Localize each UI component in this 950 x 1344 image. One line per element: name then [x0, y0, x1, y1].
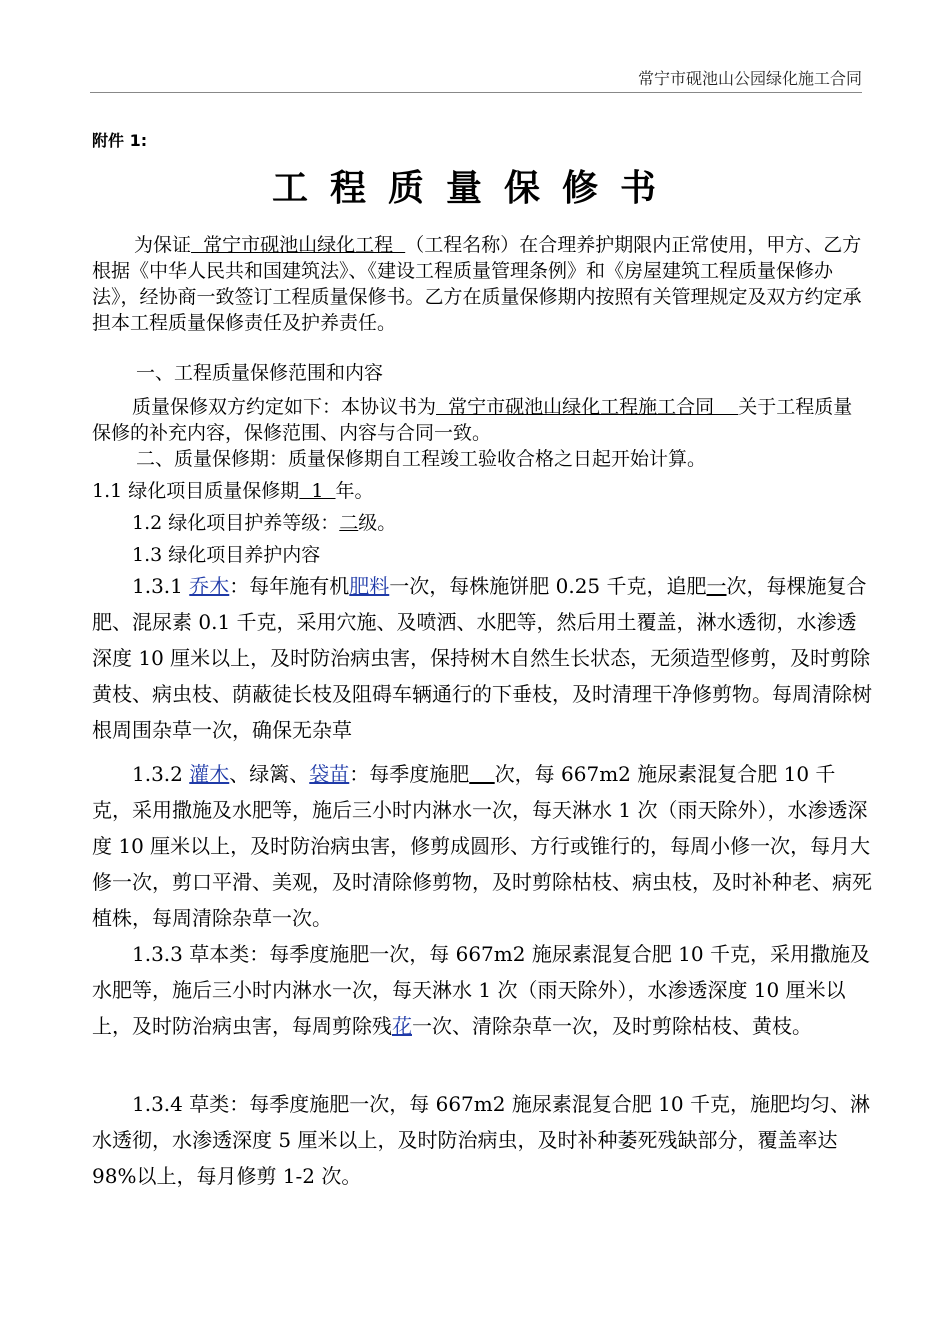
- section1-paragraph: [92, 394, 862, 446]
- section1-heading: 一、工程质量保修范围和内容: [136, 362, 384, 384]
- term-link-qiaomu[interactable]: 乔木: [189, 574, 230, 598]
- term-link-guanmu[interactable]: 灌木: [189, 762, 230, 786]
- item-1-3-1-num: 1.3.1: [132, 574, 190, 598]
- item-1-3-3-text-a: 1.3.3 草本类：每季度施肥一次，每 667m2 施尿素混复合肥 10 千克，采用撒施及水肥等，施后三小时内淋水一次，每天淋水 1 次（雨天除外），水渗透深度 10 厘米以上，及时防治病虫害，每周剪除残: [92, 942, 870, 1038]
- item-1-3-2-num: 1.3.2: [132, 762, 190, 786]
- item-1-1-post: 年。: [335, 480, 374, 502]
- item-1-3-3: [92, 936, 872, 1044]
- section2-text: 二、质量保修期：质量保修期自工程竣工验收合格之日起开始计算。: [136, 448, 707, 470]
- item-1-2-post: 级。: [358, 512, 397, 534]
- project-name-field: 常宁市砚池山绿化工程: [191, 234, 406, 256]
- item-1-3-1-text-b: 一次，每株施饼肥 0.25 千克，追肥: [389, 574, 707, 598]
- item-1-3-3-text-b: 一次、清除杂草一次，及时剪除枯枝、黄枝。: [412, 1014, 812, 1038]
- item-1-3-2: [92, 756, 872, 936]
- item-1-1: [92, 478, 862, 504]
- section1-pre: 质量保修双方约定如下：本协议书为: [132, 396, 437, 418]
- header-divider: [90, 92, 862, 93]
- item-1-2-pre: 1.2 绿化项目护养等级：: [132, 512, 340, 534]
- item-1-3-1-text-d: 次，每棵施复合肥、混尿素 0.1 千克，采用穴施、及喷洒、水肥等，然后用土覆盖，淋水透彻，水渗透深度 10 厘米以上，及时防治病虫害，保持树木自然生长状态，无须造型修剪，及时剪除黄枝、病虫枝、荫蔽徒长枝及阻碍车辆通行的下垂枝，及时清理干净修剪物。每周清除树根周围杂草一次，确保无杂草: [92, 574, 872, 742]
- warranty-years-field: 1: [299, 480, 336, 502]
- item-1-1-pre: 1.1 绿化项目质量保修期: [92, 480, 300, 502]
- intro-pre: 为保证: [134, 234, 192, 256]
- attachment-label: 附件 1:: [92, 131, 148, 150]
- item-1-3-2-text-b: ：每季度施肥: [349, 762, 470, 786]
- term-link-feiliao[interactable]: 肥料: [349, 574, 390, 598]
- intro-paragraph: [92, 232, 862, 336]
- term-link-hua[interactable]: 花: [392, 1014, 412, 1038]
- item-1-2: [132, 510, 902, 536]
- item-1-3-2-text-a: 、绿篱、: [229, 762, 310, 786]
- section1-post: 关于工程质量保修的补充内容，保修范围、内容与合同一致。: [92, 396, 853, 444]
- item-1-3-2-text-c: 次，每 667m2 施尿素混复合肥 10 千克，采用撒施及水肥等，施后三小时内淋水一次，每天淋水 1 次（雨天除外），水渗透深度 10 厘米以上，及时防治病虫害，修剪成圆形、方行或锥行的，每周小修一次，每月大修一次，剪口平滑、美观，及时清除修剪物，及时剪除枯枝、病虫枝，及时补种老、病死植株，每周清除杂草一次。: [92, 762, 872, 930]
- item-1-3-1-text-a: ：每年施有机: [229, 574, 350, 598]
- item-1-3-1: [92, 568, 872, 748]
- term-link-daimiao[interactable]: 袋苗: [309, 762, 350, 786]
- topdress-count-field: 一: [706, 574, 727, 598]
- fertilize-count-blank: [469, 762, 494, 786]
- intro-post: （工程名称）在合理养护期限内正常使用，甲方、乙方根据《中华人民共和国建筑法》、《建设工程质量管理条例》和《房屋建筑工程质量保修办法》，经协商一致签订工程质量保修书。乙方在质量保修期内按照有关管理规定及双方约定承担本工程质量保修责任及护养责任。: [92, 234, 862, 334]
- contract-name-field: 常宁市砚池山绿化工程施工合同: [436, 396, 739, 418]
- maintenance-level-field: 二: [339, 512, 359, 534]
- running-header: 常宁市砚池山公园绿化施工合同: [637, 69, 862, 88]
- item-1-3-4: 1.3.4 草类：每季度施肥一次，每 667m2 施尿素混复合肥 10 千克，施肥均匀、淋水透彻，水渗透深度 5 厘米以上，及时防治病虫，及时补种萎死残缺部分，覆盖率达 98%以上，每月修剪 1-2 次。: [92, 1092, 870, 1188]
- item-1-3: 1.3 绿化项目养护内容: [132, 544, 321, 566]
- document-title: 工程质量保修书: [271, 167, 678, 209]
